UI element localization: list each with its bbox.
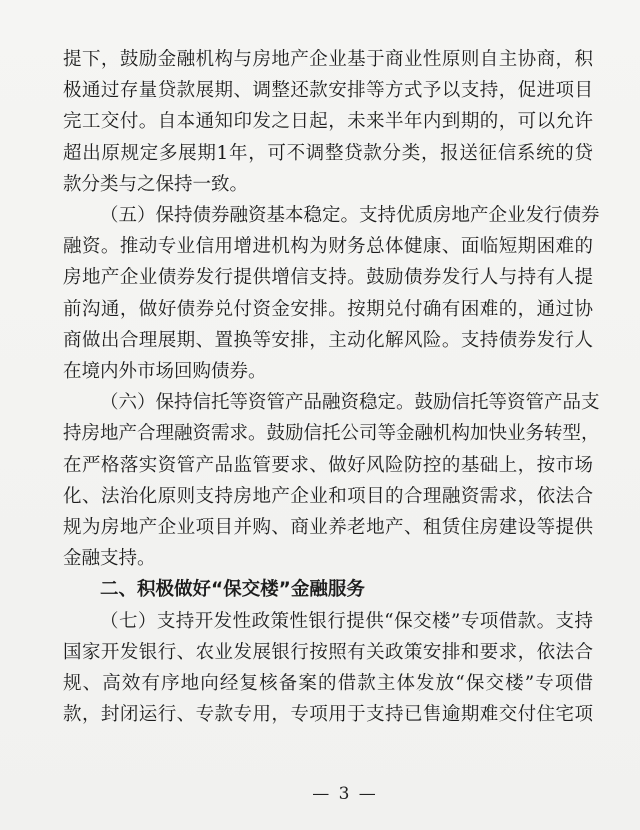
body-text-line: 商做出合理展期、置换等安排，主动化解风险。支持债券发行人 (63, 329, 593, 351)
body-text-line: 完工交付。自本通知印发之日起，未来半年内到期的，可以允许 (63, 111, 593, 133)
document-body (63, 44, 600, 730)
section-heading: 二、积极做好“保交楼”金融服务 (100, 579, 365, 601)
body-text-line: 房地产企业债券发行提供增信支持。鼓励债券发行人与持有人提 (63, 267, 593, 289)
paragraph-first-line: （六）保持信托等资管产品融资稳定。鼓励信托等资管产品支 (100, 392, 600, 414)
body-text-line: 规为房地产企业项目并购、商业养老地产、租赁住房建设等提供 (63, 517, 593, 539)
body-text-line: 提下，鼓励金融机构与房地产企业基于商业性原则自主协商，积 (63, 49, 593, 70)
paragraph-first-line: （五）保持债券融资基本稳定。支持优质房地产企业发行债券 (100, 205, 600, 227)
body-text-line: 前沟通，做好债券兑付资金安排。按期兑付确有困难的，通过协 (63, 298, 593, 320)
body-text-line: 化、法治化原则支持房地产企业和项目的合理融资需求，依法合 (63, 485, 593, 507)
body-text-line: 款分类与之保持一致。 (63, 173, 249, 195)
body-text-line: 极通过存量贷款展期、调整还款安排等方式予以支持，促进项目 (63, 80, 593, 102)
body-text-line: 国家开发银行、农业发展银行按照有关政策安排和要求，依法合 (63, 641, 593, 663)
body-text-line: 持房地产合理融资需求。鼓励信托公司等金融机构加快业务转型， (63, 423, 600, 445)
body-text-line: 融资。推动专业信用增进机构为财务总体健康、面临短期困难的 (63, 236, 593, 258)
body-text-line: 在严格落实资管产品监管要求、做好风险防控的基础上，按市场 (63, 454, 593, 476)
body-text-line: 在境内外市场回购债券。 (63, 361, 267, 383)
page-number: — 3 — (312, 784, 378, 804)
body-text-line: 款，封闭运行、专款专用，专项用于支持已售逾期难交付住宅项 (63, 704, 593, 726)
paragraph-first-line: （七）支持开发性政策性银行提供“保交楼”专项借款。支持 (100, 610, 593, 632)
body-text-line: 金融支持。 (63, 548, 156, 570)
body-text-line: 规、高效有序地向经复核备案的借款主体发放“保交楼”专项借 (63, 673, 593, 695)
body-text-line: 超出原规定多展期1年，可不调整贷款分类，报送征信系统的贷 (63, 142, 593, 164)
